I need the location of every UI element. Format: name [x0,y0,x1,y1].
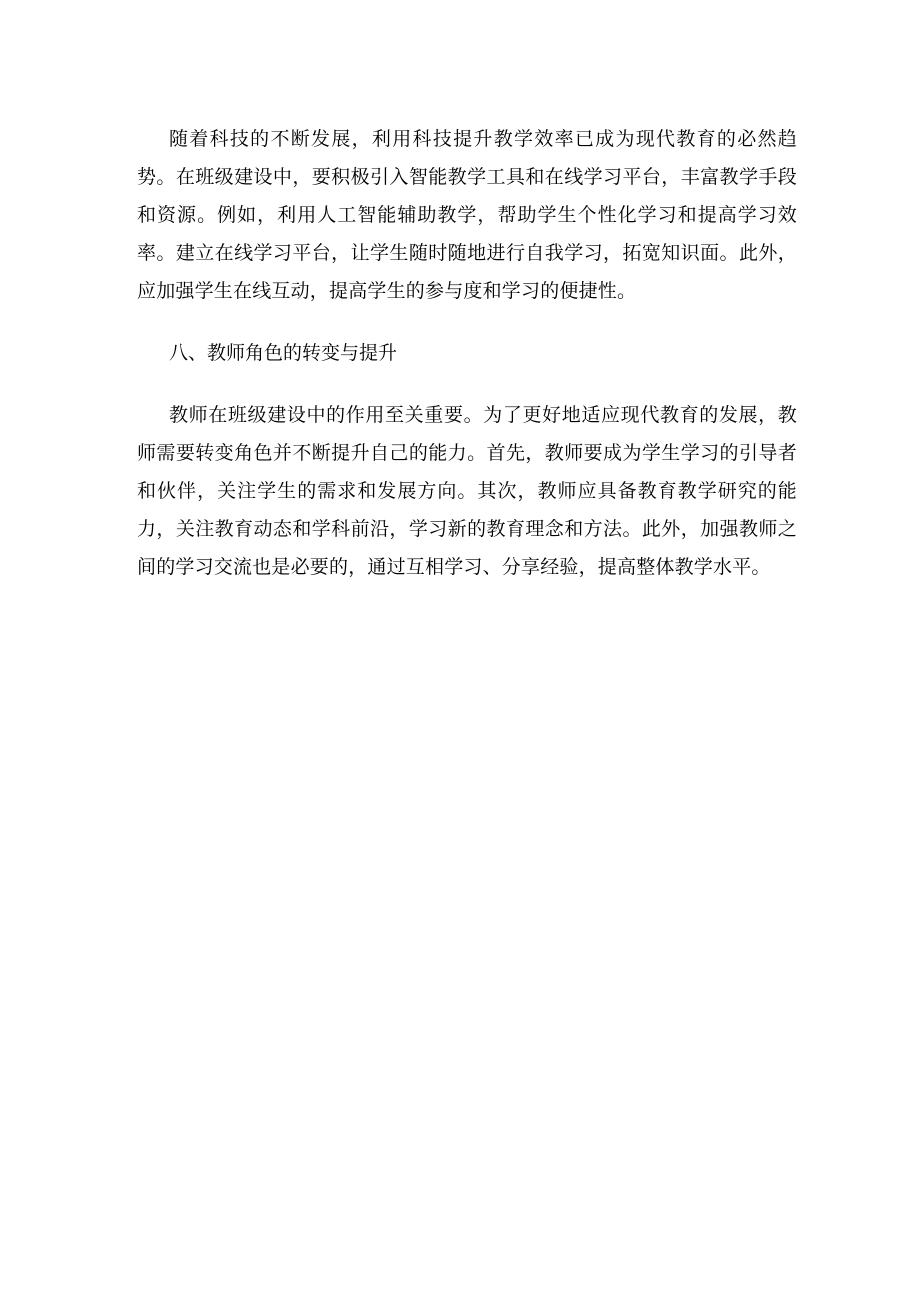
section-heading-teacher-role: 八、教师角色的转变与提升 [169,342,398,364]
document-content [137,120,797,586]
paragraph-teacher-role: 教师在班级建设中的作用至关重要。为了更好地适应现代教育的发展，教师需要转变角色并不断提升自己的能力。首先，教师要成为学生学习的引导者和伙伴，关注学生的需求和发展方向。其次，教师应具备教育教学研究的能力，关注教育动态和学科前沿，学习新的教育理念和方法。此外，加强教师之间的学习交流也是必要的，通过互相学习、分享经验，提高整体教学水平。 [137,404,797,578]
paragraph-technology-teaching: 随着科技的不断发展，利用科技提升教学效率已成为现代教育的必然趋势。在班级建设中，要积极引入智能教学工具和在线学习平台，丰富教学手段和资源。例如，利用人工智能辅助教学，帮助学生个性化学习和提高学习效率。建立在线学习平台，让学生随时随地进行自我学习，拓宽知识面。此外，应加强学生在线互动，提高学生的参与度和学习的便捷性。 [137,128,797,302]
